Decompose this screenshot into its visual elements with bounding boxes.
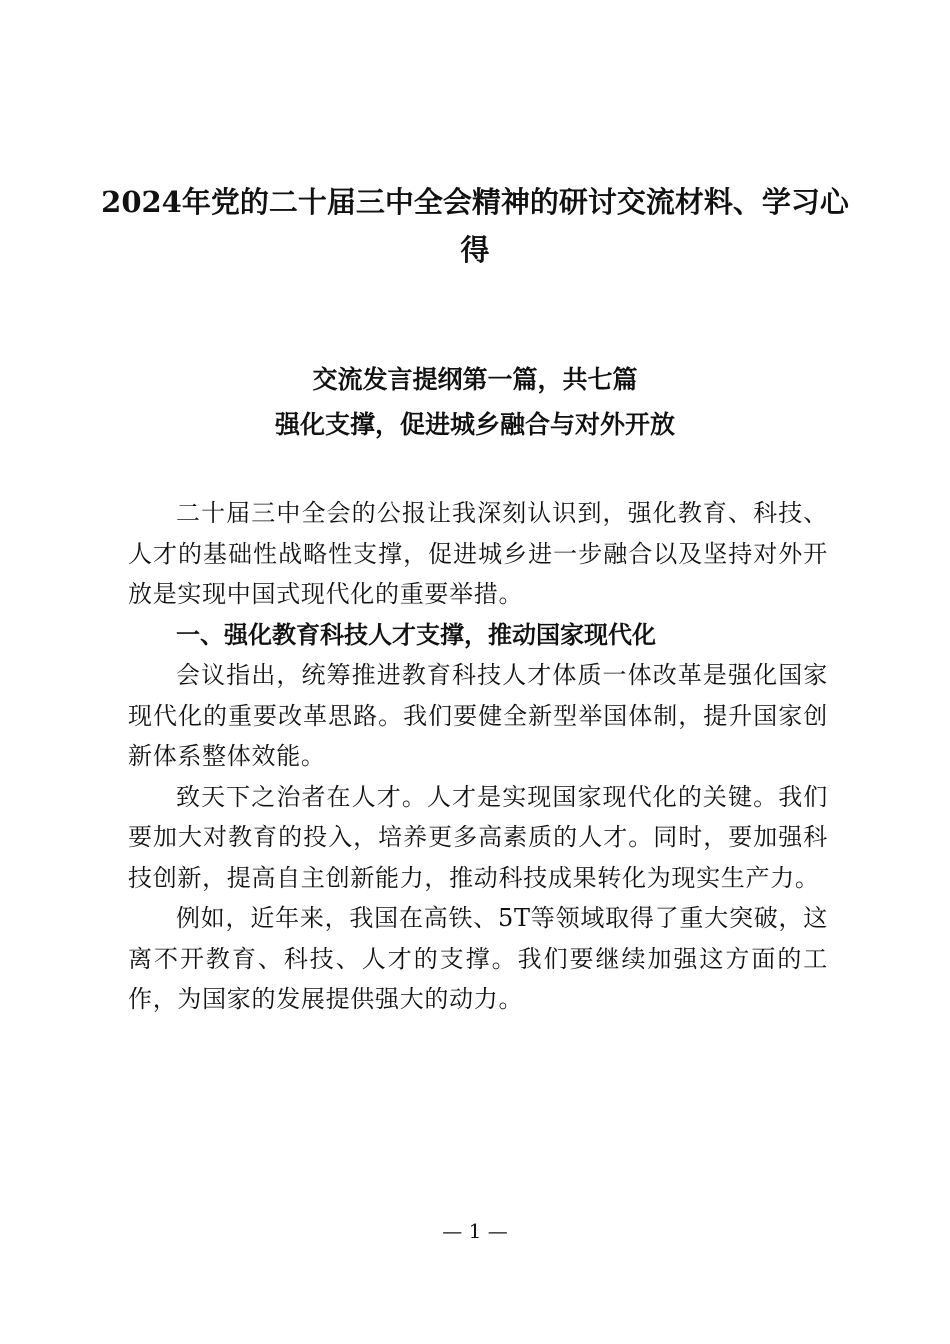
subtitle-topic: 强化支撑，促进城乡融合与对外开放 — [274, 410, 675, 439]
paragraph: 会议指出，统筹推进教育科技人才体质一体改革是强化国家现代化的重要改革思路。我们要健全新型举国体制，提升国家创新体系整体效能。 — [128, 661, 828, 770]
subtitle-series: 交流发言提纲第一篇，共七篇 — [312, 365, 638, 394]
paragraph: 致天下之治者在人才。人才是实现国家现代化的关键。我们要加大对教育的投入，培养更多高素质的人才。同时，要加强科技创新，提高自主创新能力，推动科技成果转化为现实生产力。 — [128, 782, 828, 892]
page-number: — 1 — — [442, 1219, 508, 1243]
paragraph-intro: 二十届三中全会的公报让我深刻认识到，强化教育、科技、人才的基础性战略性支撑，促进城乡进一步融合以及坚持对外开放是实现中国式现代化的重要举措。 — [128, 499, 828, 608]
document-title: 2024年党的二十届三中全会精神的研讨交流材料、学习心得 — [101, 185, 849, 267]
document-body — [128, 493, 828, 1020]
paragraph: 例如，近年来，我国在高铁、5T等领域取得了重大突破，这离不开教育、科技、人才的支撑。我们要继续加强这方面的工作，为国家的发展提供强大的动力。 — [128, 904, 828, 1013]
section-heading-1: 一、强化教育科技人才支撑，推动国家现代化 — [176, 620, 656, 649]
